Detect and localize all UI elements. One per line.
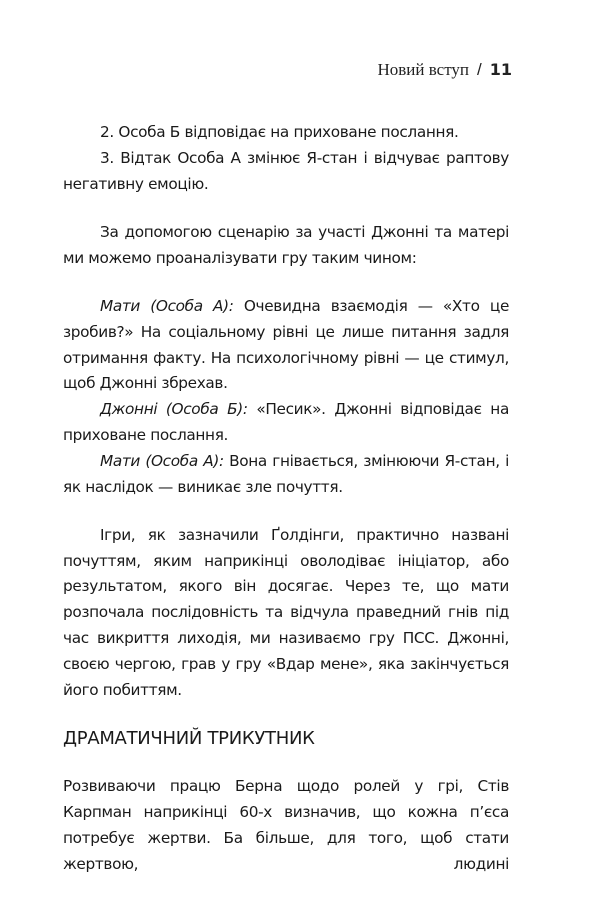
page-number: 11 bbox=[489, 60, 512, 79]
dialogue-line bbox=[63, 397, 509, 449]
dialogue-line bbox=[63, 449, 509, 501]
dialogue-text: Вона гнівається, змінюючи Я-стан, і як наслідок — виникає зле почуття. bbox=[63, 451, 510, 496]
dialogue-speaker: Мати (Особа А): bbox=[100, 451, 224, 470]
dialogue-text: Очевидна взаємодія — «Хто це зробив?» На соціальному рівні це лише питання задля отримання факту. На психологічному рівні — це стимул, щоб Джонні збрехав. bbox=[63, 296, 509, 393]
list-item: 3. Відтак Особа А змінює Я-стан і відчуває раптову негативну емоцію. bbox=[63, 148, 509, 193]
dialogue-speaker: Мати (Особа А): bbox=[100, 296, 234, 315]
section-heading: ДРАМАТИЧНИЙ ТРИКУТНИК bbox=[63, 727, 315, 749]
games-paragraph: Ігри, як зазначили Ґолдінги, практично названі почуттям, яким наприкінці оволодіває ініціатор, або результатом, якого він досягає. Через те, що мати розпочала послідовність та відчула праведний гнів під час викриття лиходія, ми називаємо гру ПСС. Джонні, своєю чергою, грав у гру «Вдар мене», яка закінчується його побиттям. bbox=[63, 525, 509, 699]
list-item: 2. Особа Б відповідає на приховане послання. bbox=[100, 123, 459, 141]
header-separator: / bbox=[477, 60, 482, 79]
running-header bbox=[377, 60, 512, 80]
dialogue-speaker: Джонні (Особа Б): bbox=[100, 400, 248, 419]
dialogue-text: «Песик». Джонні відповідає на приховане послання. bbox=[63, 400, 509, 444]
karpman-paragraph: Розвиваючи працю Берна щодо ролей у грі, Стів Карпман наприкінці 60-х визначив, що кожна п’єса потребує жертви. Ба більше, для того, щоб стати жертвою, людині bbox=[63, 777, 509, 873]
dialogue-line bbox=[63, 294, 509, 397]
intro-paragraph: За допомогою сценарію за участі Джонні та матері ми можемо проаналізувати гру таким чином: bbox=[63, 222, 509, 267]
chapter-title: Новий вступ bbox=[377, 60, 469, 79]
page-body bbox=[63, 120, 509, 878]
